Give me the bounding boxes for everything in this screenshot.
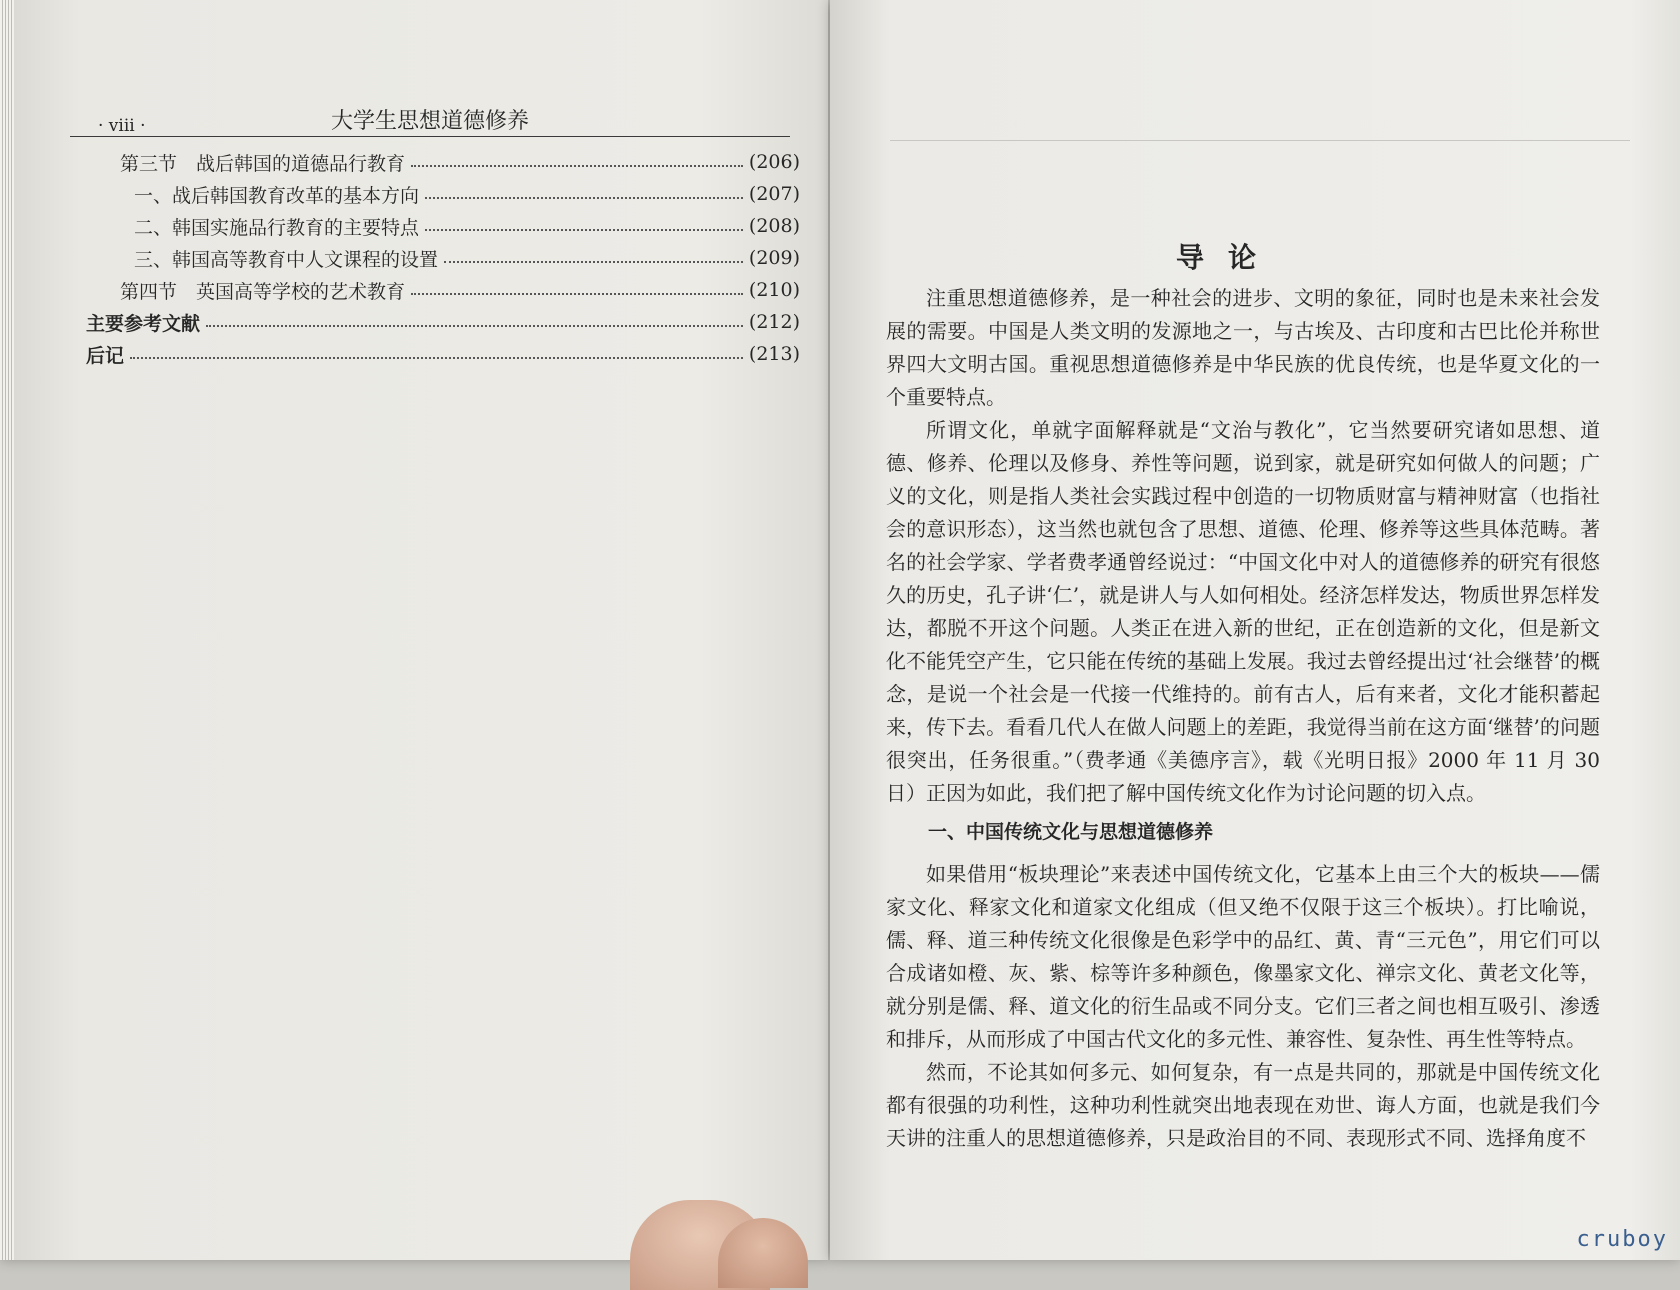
body-text-block-1 [886, 282, 1600, 810]
leader-dots [206, 315, 743, 327]
leader-dots [425, 219, 743, 231]
toc-page: (207) [748, 183, 800, 205]
leader-dots [444, 251, 743, 263]
paragraph: 然而，不论其如何多元、如何复杂，有一点是共同的，那就是中国传统文化都有很强的功利性，这种功利性就突出地表现在劝世、诲人方面，也就是我们今天讲的注重人的思想道德修养，只是政治目的不同、表现形式不同、选择角度不 [886, 1060, 1600, 1150]
header-rule [890, 138, 1630, 141]
page-stack-edge [0, 0, 14, 1260]
paragraph: 所谓文化，单就字面解释就是“文治与教化”，它当然要研究诸如思想、道德、修养、伦理以及修身、养性等问题，说到家，就是研究如何做人的问题；广义的文化，则是指人类社会实践过程中创造的一切物质财富与精神财富（也指社会的意识形态），这当然也就包含了思想、道德、伦理、修养等这些具体范畴。著名的社会学家、学者费孝通曾经说过：“中国文化中对人的道德修养的研究有很悠久的历史，孔子讲‘仁’，就是讲人与人如何相处。经济怎样发达，物质世界怎样发达，都脱不开这个问题。人类正在进入新的世纪，正在创造新的文化，但是新文化不能凭空产生，它只能在传统的基础上发展。我过去曾经提出过‘社会继替’的概念，是说一个社会是一代接一代维持的。前有古人，后有来者，文化才能积蓄起来，传下去。看看几代人在做人问题上的差距，我觉得当前在这方面‘继替’的问题很突出，任务很重。”（费孝通《美德序言》，载《光明日报》2000 年 11 月 30 日）正因为如此，我们把了解中国传统文化作为讨论问题的切入点。 [886, 418, 1600, 805]
watermark: cruboy [1576, 1227, 1668, 1252]
toc-label: 一、战后韩国教育改革的基本方向 [134, 184, 420, 207]
paragraph: 注重思想道德修养，是一种社会的进步、文明的象征，同时也是未来社会发展的需要。中国是人类文明的发源地之一，与古埃及、古印度和古巴比伦并称世界四大文明古国。重视思想道德修养是中华民族的优良传统，也是华夏文化的一个重要特点。 [886, 286, 1600, 409]
toc-label: 第三节 战后韩国的道德品行教育 [120, 152, 406, 175]
chapter-title: 导论 [1176, 241, 1281, 274]
toc-label: 二、韩国实施品行教育的主要特点 [134, 216, 420, 239]
toc-page: (206) [748, 151, 800, 173]
toc-page: (210) [748, 279, 800, 301]
paragraph: 如果借用“板块理论”来表述中国传统文化，它基本上由三个大的板块——儒家文化、释家文化和道家文化组成（但又绝不仅限于这三个板块）。打比喻说，儒、释、道三种传统文化很像是色彩学中的品红、黄、青“三元色”，用它们可以合成诸如橙、灰、紫、棕等许多种颜色，像墨家文化、禅宗文化、黄老文化等，就分别是儒、释、道文化的衍生品或不同分支。它们三者之间也相互吸引、渗透和排斥，从而形成了中国古代文化的多元性、兼容性、复杂性、再生性等特点。 [886, 862, 1600, 1051]
toc-entry [90, 146, 800, 178]
toc-page: (212) [748, 311, 800, 333]
leader-dots [411, 283, 743, 295]
leader-dots [130, 347, 743, 359]
toc-entry [90, 274, 800, 306]
page-number: · viii · [98, 116, 146, 136]
toc-label: 第四节 英国高等学校的艺术教育 [120, 280, 406, 303]
toc-page: (213) [748, 343, 800, 365]
leader-dots [425, 187, 743, 199]
page-header [70, 100, 790, 137]
left-page [0, 0, 828, 1260]
toc-entry [86, 338, 800, 370]
section-heading: 一、中国传统文化与思想道德修养 [928, 821, 1214, 843]
toc-entry [90, 178, 800, 210]
body-text-block-2 [886, 858, 1600, 1155]
toc-label: 三、韩国高等教育中人文课程的设置 [134, 248, 439, 271]
toc-label: 后记 [86, 344, 125, 367]
running-title: 大学生思想道德修养 [330, 109, 529, 134]
leader-dots [411, 155, 743, 167]
toc-page: (209) [748, 247, 800, 269]
toc-entry [90, 242, 800, 274]
table-of-contents [86, 146, 800, 370]
toc-label: 主要参考文献 [86, 312, 201, 335]
toc-entry [86, 306, 800, 338]
toc-entry [90, 210, 800, 242]
toc-page: (208) [748, 215, 800, 237]
